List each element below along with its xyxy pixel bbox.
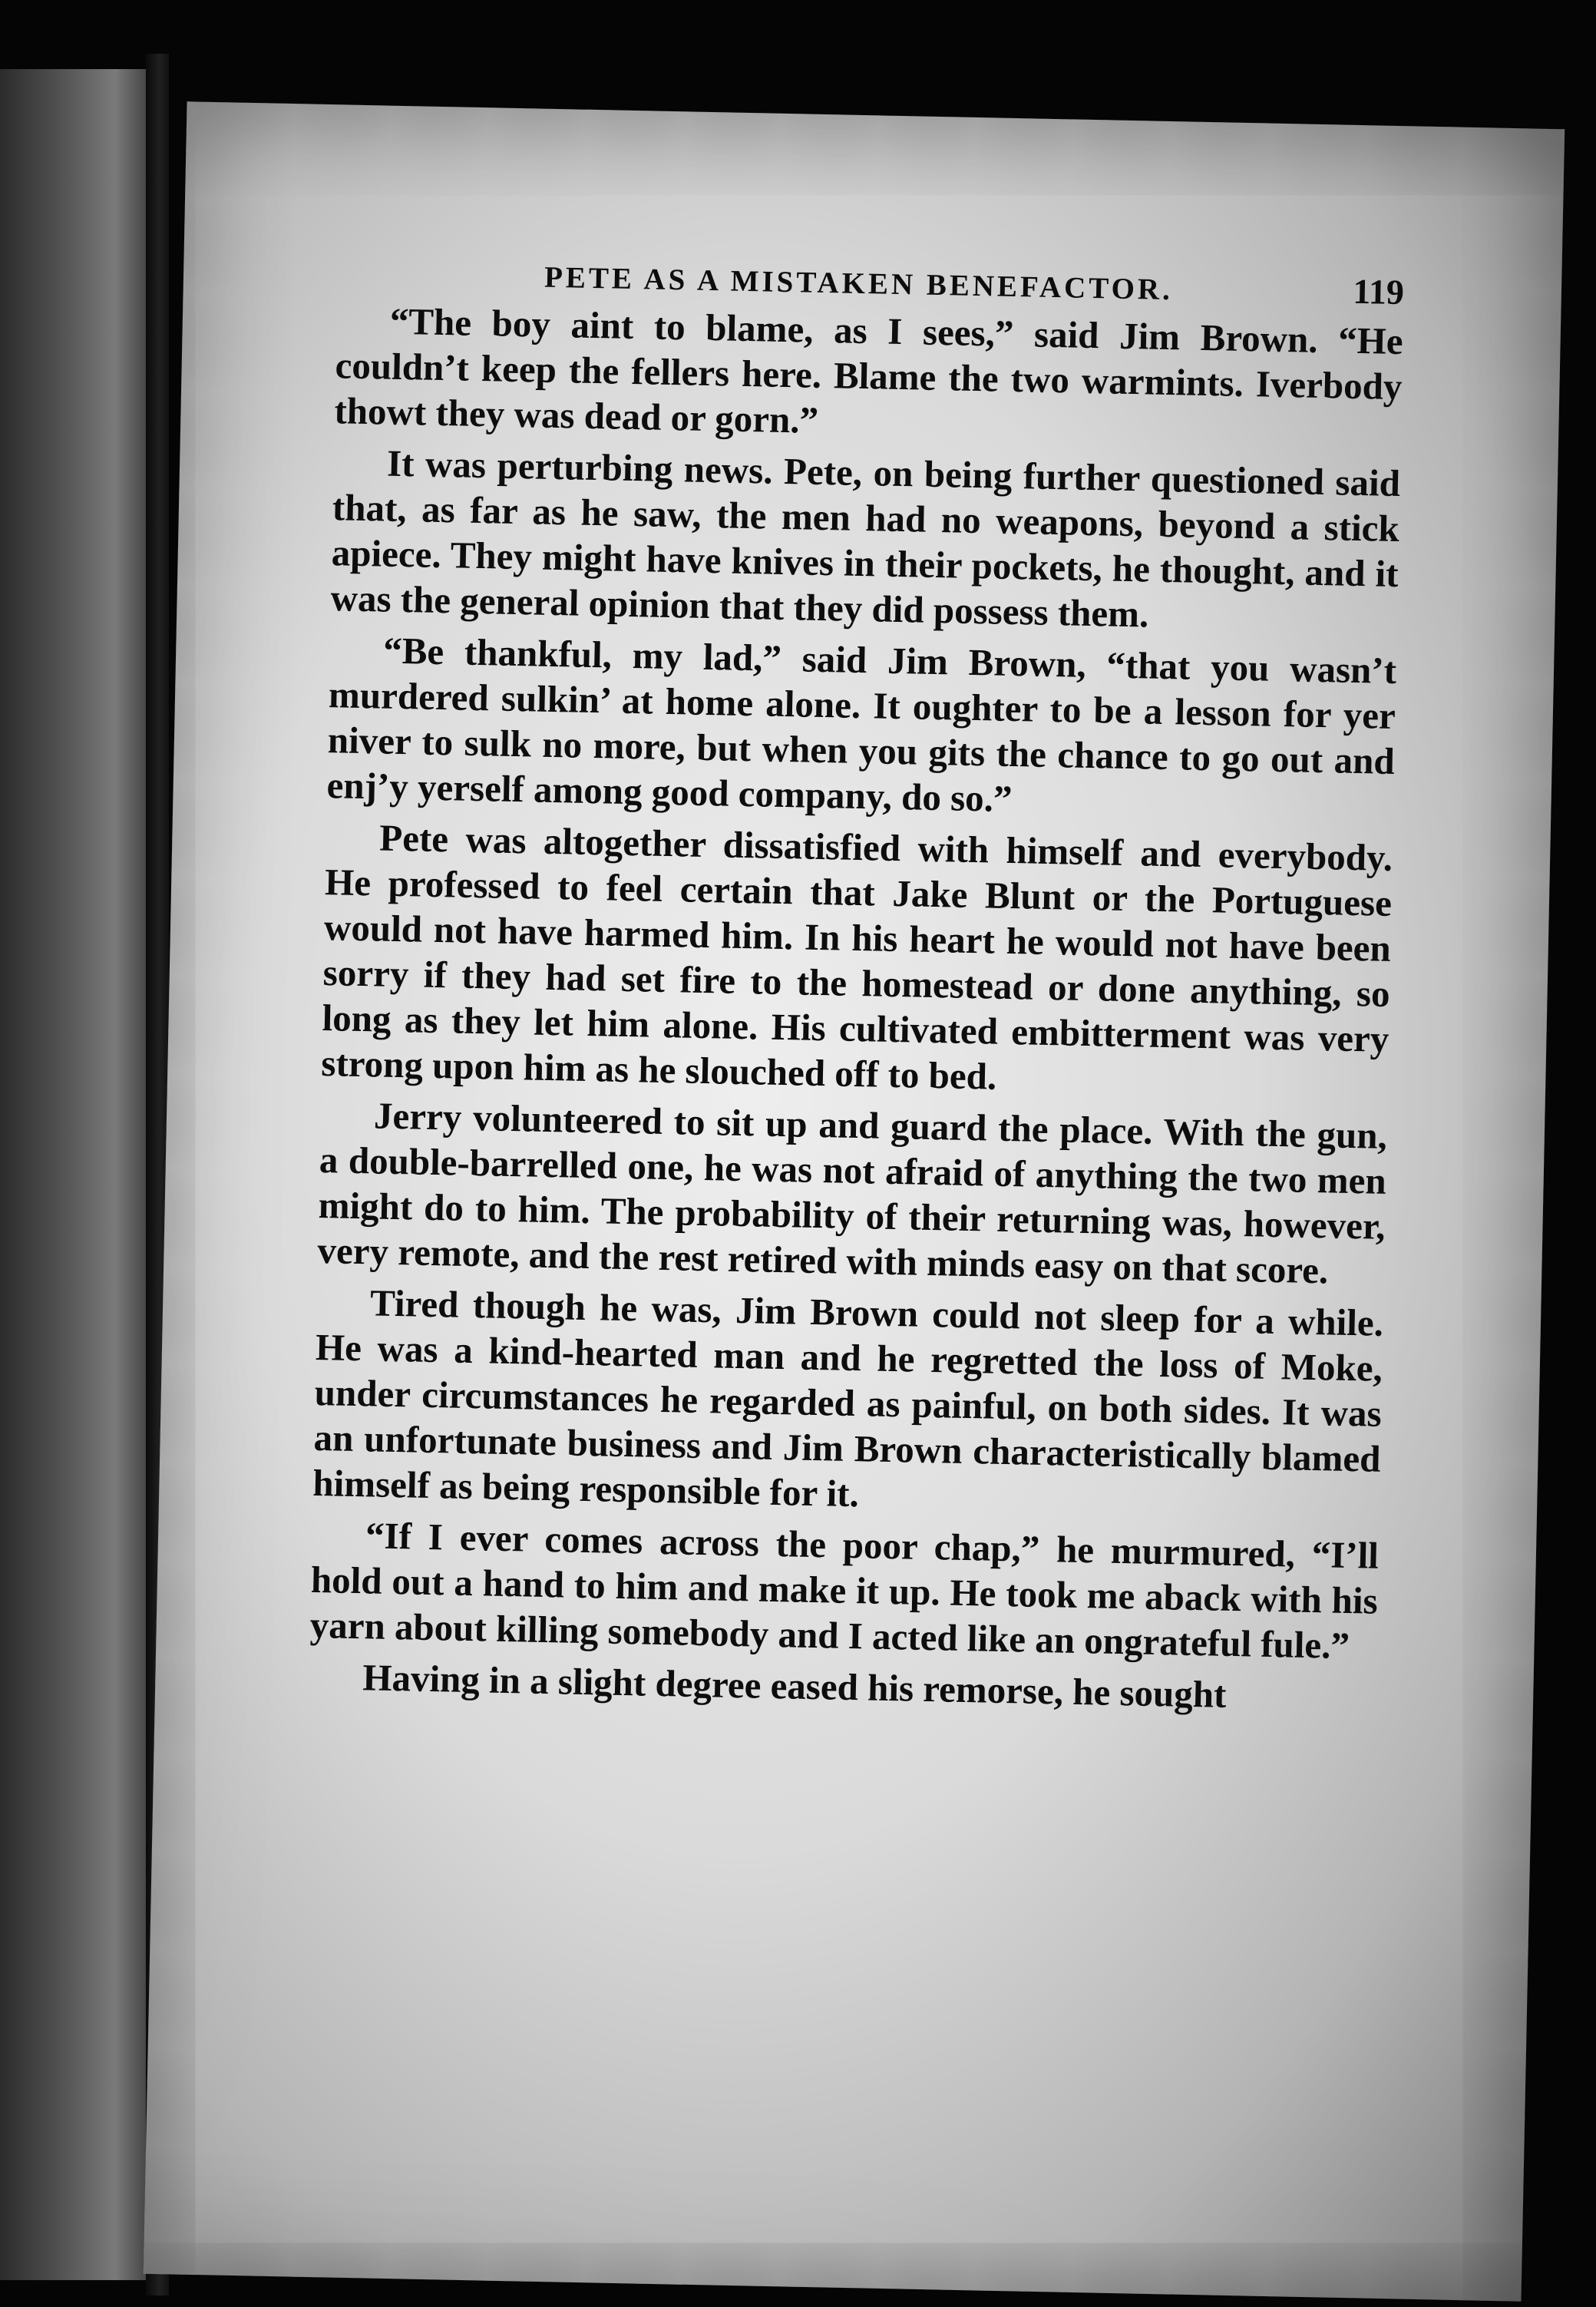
page-text: [309, 250, 1405, 1720]
paragraph: Tired though he was, Jim Brown could not sleep for a while. He was a kind-hearted man and he regretted the loss of Moke, under circumstances he regarded as painful, on both sides. It was an unfortunate business and Jim Brown characteristically blamed himself as being responsible for it.: [312, 1281, 1384, 1515]
paragraph: “The boy aint to blame, as I sees,” said Jim Brown. “He couldn’t keep the fellers here. Blame the two warmints. Iverbody thowt they was dead or gorn.”: [333, 299, 1404, 441]
book-page: [144, 101, 1565, 2301]
paragraph: Pete was altogether dissatisfied with himself and everybody. He professed to feel certain that Jake Blunt or the Portuguese would not have harmed him. In his heart he would not have been sorry if they had set fire to the homestead or done anything, so long as they let him alone. His cultivated embitterment was very strong upon him as he slouched off to bed.: [320, 816, 1393, 1098]
paragraph: Having in a slight degree eased his remorse, he sought: [362, 1656, 1227, 1716]
paragraph: “Be thankful, my lad,” said Jim Brown, “that you wasn’t murdered sulkin’ at home alone. It oughter to be a lesson for yer niver to sulk no more, but when you gits the chance to go out and enj’y yerself among good company, do so.”: [326, 629, 1397, 821]
paragraph: It was perturbing news. Pete, on being further questioned said that, as far as he saw, the men had no weapons, beyond a stick apiece. They might have knives in their pockets, he thought, and it was the general opinion that they did possess them.: [330, 441, 1401, 636]
page-number: 119: [1352, 271, 1405, 312]
paragraph: “If I ever comes across the poor chap,” he murmured, “I’ll hold out a hand to him and make it up. He took me aback with his yarn about killing somebody and I acted like an ongrateful fule.”: [309, 1514, 1380, 1667]
paragraph: Jerry volunteered to sit up and guard the place. With the gun, a double-barrelled one, he was not afraid of anything the two men might do to him. The probability of their returning was, however, very remote, and the rest retired with minds easy on that score.: [317, 1094, 1388, 1292]
facing-page-edge: [0, 69, 154, 2280]
running-title: PETE AS A MISTAKEN BENEFACTOR.: [544, 260, 1174, 307]
